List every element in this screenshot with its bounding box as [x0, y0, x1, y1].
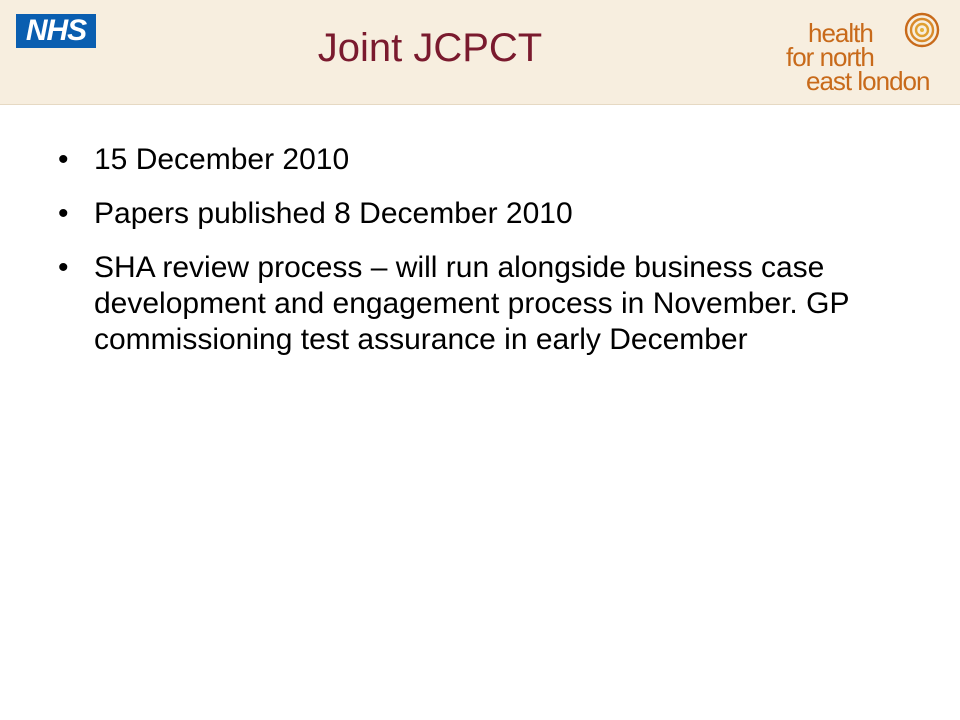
bullet-text: 15 December 2010 [94, 143, 350, 176]
slide-title: Joint JCPCT [317, 26, 543, 70]
nhs-logo: NHS [16, 14, 96, 48]
bullet-dot: • [58, 143, 69, 176]
concentric-circles-icon [904, 12, 940, 48]
bullet-dot: • [58, 197, 69, 230]
bullet-text: SHA review process – will run alongside business case development and engagement process in November. GP commissioning test assurance in early December [94, 251, 849, 356]
slide-body [56, 142, 916, 376]
bullet-item [56, 250, 916, 358]
bullet-dot: • [58, 251, 69, 284]
bullet-item [56, 196, 916, 232]
slide-header [0, 0, 960, 105]
brand-word-east-london: east london [806, 66, 930, 96]
brand-word-for-north: for north [786, 42, 874, 72]
bullet-text: Papers published 8 December 2010 [94, 197, 573, 230]
bullet-item [56, 142, 916, 178]
brand-word-health: health [808, 18, 873, 48]
health-for-north-east-london-logo [786, 10, 946, 94]
bullet-list [56, 142, 916, 358]
